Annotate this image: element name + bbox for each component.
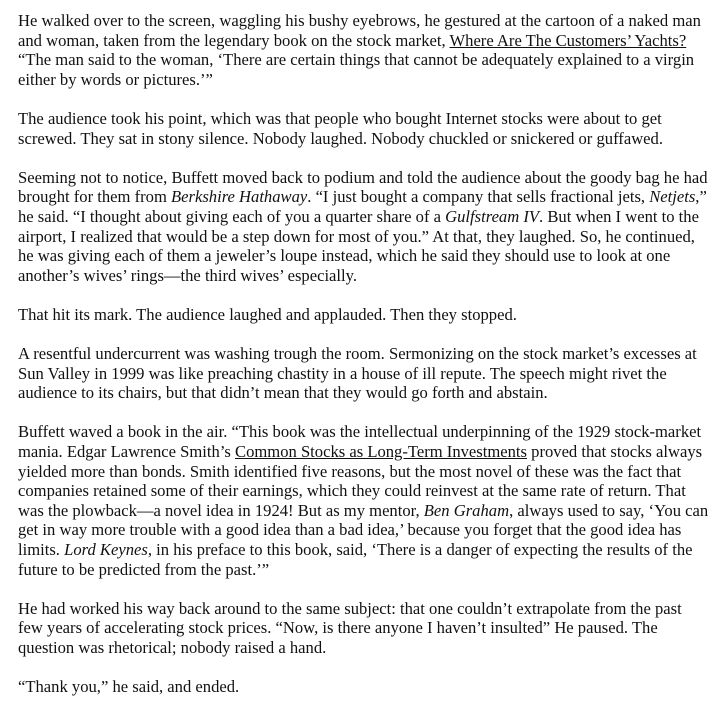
document-page	[18, 11, 710, 716]
text-segment: The audience took his point, which was that people who bought Internet stocks were about to get screwed. They sat in stony silence. Nobody laughed. Nobody chuckled or snickered or guffawed.	[18, 108, 663, 148]
text-segment: proved that stocks always yielded more than bonds. Smith identified five reasons, but the most novel of these was the fact that companies retained some of their earnings, which they could reinvest at the same rate of return. That was the plowback—a novel idea in 1924! But as my mentor,	[18, 442, 703, 520]
paragraph-7	[18, 599, 710, 658]
text-segment: He had worked his way back around to the same subject: that one couldn’t extrapolate from the past few years of accelerating stock prices. “Now, is there anyone I haven’t insulted” He paused. The question was rhetorical; nobody raised a hand.	[18, 598, 682, 657]
paragraph-8	[18, 677, 710, 697]
text-segment: A resentful undercurrent was washing trough the room. Sermonizing on the stock market’s excesses at Sun Valley in 1999 was like preaching chastity in a house of ill repute. The speech might rivet the audience to its chairs, but that didn’t mean that they would go forth and abstain.	[18, 344, 697, 403]
text-segment: . But when I went to the airport, I realized that would be a step down for most of you.” At that, they laughed. So, he continued, he was giving each of them a jeweler’s loupe instead, which he said they should use to look at one another’s wives’ rings—the third wives’ especially.	[18, 206, 699, 285]
italic-company-name: Netjets	[649, 187, 696, 207]
paragraph-1	[18, 11, 710, 89]
italic-person-name: Ben Graham	[423, 500, 510, 520]
text-segment: That hit its mark. The audience laughed and applauded. Then they stopped.	[18, 304, 517, 324]
text-segment: “The man said to the woman, ‘There are certain things that cannot be adequately explained to a virgin either by words or pictures.’”	[18, 50, 695, 89]
text-segment: He walked over to the screen, waggling his bushy eyebrows, he gestured at the cartoon of a naked man and woman, taken from the legendary book on the stock market,	[18, 11, 701, 50]
italic-jet-name: Gulfstream IV	[445, 206, 540, 226]
paragraph-3	[18, 168, 710, 286]
italic-person-name: Lord Keynes	[64, 540, 148, 560]
book-title-link[interactable]: Where Are The Customers’ Yachts?	[449, 30, 687, 50]
paragraph-4	[18, 305, 710, 325]
text-segment: ,” he said. “I thought about giving each of you a quarter share of a	[18, 187, 707, 226]
paragraph-6	[18, 422, 710, 579]
paragraph-2	[18, 109, 710, 148]
text-segment: , in his preface to this book, said, ‘There is a danger of expecting the results of the future to be predicted from the past.’”	[18, 540, 693, 579]
text-segment: , always used to say, ‘You can get in way more trouble with a good idea than a bad idea,’ because you forget that the good idea has limits.	[18, 500, 709, 560]
text-segment: Buffett waved a book in the air. “This book was the intellectual underpinning of the 1929 stock-market mania. Edgar Lawrence Smith’s	[18, 422, 702, 462]
text-segment: “Thank you,” he said, and ended.	[18, 677, 240, 697]
paragraph-5	[18, 344, 710, 403]
book-title-link[interactable]: Common Stocks as Long-Term Investments	[235, 442, 527, 462]
text-segment: Seeming not to notice, Buffett moved back to podium and told the audience about the goody bag he had brought for them from	[18, 167, 708, 207]
text-segment: . “I just bought a company that sells fractional jets,	[307, 187, 650, 207]
italic-company-name: Berkshire Hathaway	[171, 187, 308, 207]
